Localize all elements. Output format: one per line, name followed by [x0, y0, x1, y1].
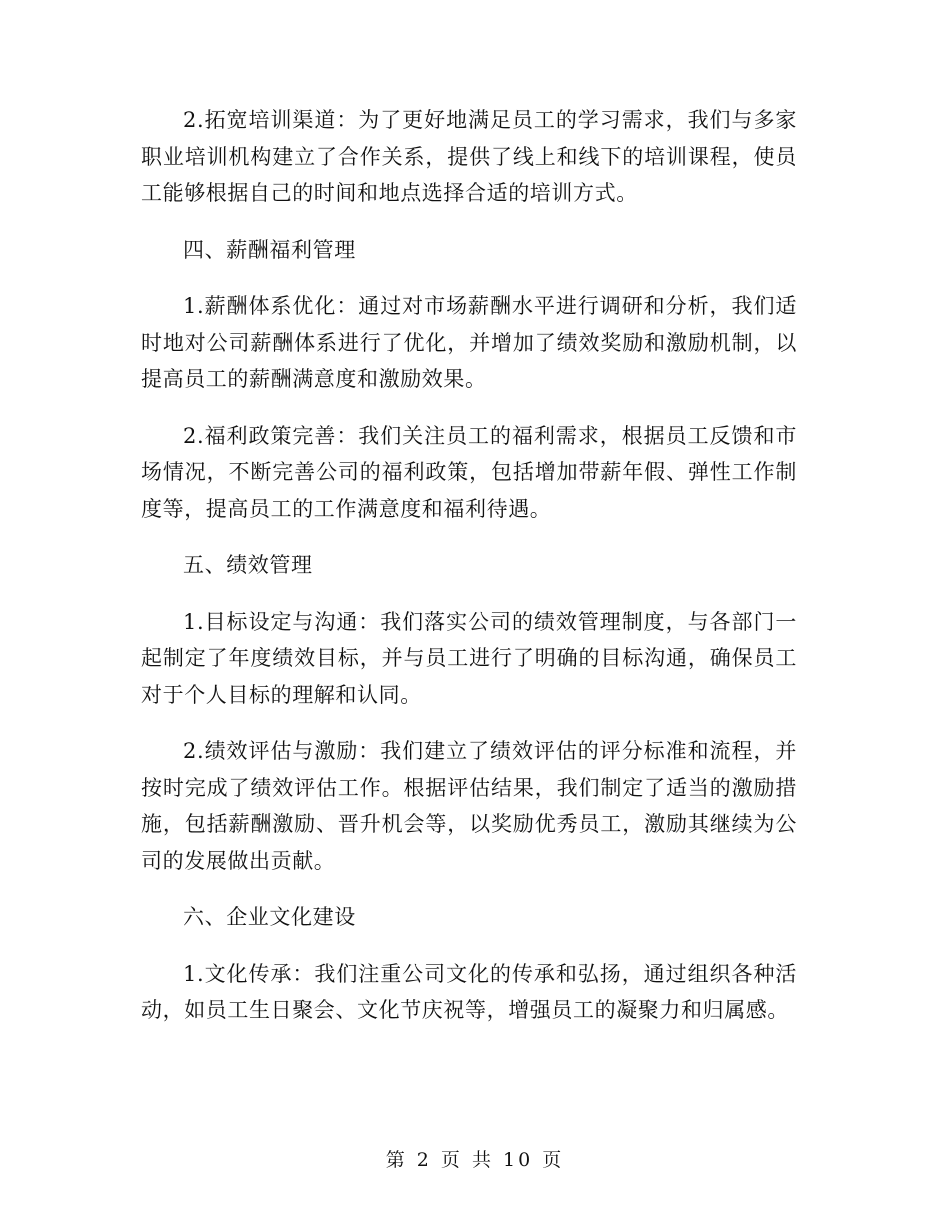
paragraph-benefit-policy: 2.福利政策完善：我们关注员工的福利需求，根据员工反馈和市场情况，不断完善公司的福利政策，包括增加带薪年假、弹性工作制度等，提高员工的工作满意度和福利待遇。	[141, 423, 797, 521]
page-number-footer: 第 2 页 共 10 页	[385, 1149, 565, 1171]
paragraph-culture-heritage: 1.文化传承：我们注重公司文化的传承和弘扬，通过组织各种活动，如员工生日聚会、文化节庆祝等，增强员工的凝聚力和归属感。	[141, 961, 797, 1022]
paragraph-performance-evaluation: 2.绩效评估与激励：我们建立了绩效评估的评分标准和流程，并按时完成了绩效评估工作。根据评估结果，我们制定了适当的激励措施，包括薪酬激励、晋升机会等，以奖励优秀员工，激励其继续为公司的发展做出贡献。	[141, 739, 797, 873]
paragraph-salary-optimization: 1.薪酬体系优化：通过对市场薪酬水平进行调研和分析，我们适时地对公司薪酬体系进行了优化，并增加了绩效奖励和激励机制，以提高员工的薪酬满意度和激励效果。	[141, 294, 797, 391]
section-heading-compensation: 四、薪酬福利管理	[183, 237, 356, 262]
section-heading-culture: 六、企业文化建设	[183, 905, 356, 929]
document-body	[141, 102, 797, 1049]
section-heading-performance: 五、绩效管理	[183, 553, 313, 577]
paragraph-training-channels: 2.拓宽培训渠道：为了更好地满足员工的学习需求，我们与多家职业培训机构建立了合作关系，提供了线上和线下的培训课程，使员工能够根据自己的时间和地点选择合适的培训方式。	[141, 108, 797, 205]
paragraph-goal-setting: 1.目标设定与沟通：我们落实公司的绩效管理制度，与各部门一起制定了年度绩效目标，并与员工进行了明确的目标沟通，确保员工对于个人目标的理解和认同。	[141, 609, 797, 707]
